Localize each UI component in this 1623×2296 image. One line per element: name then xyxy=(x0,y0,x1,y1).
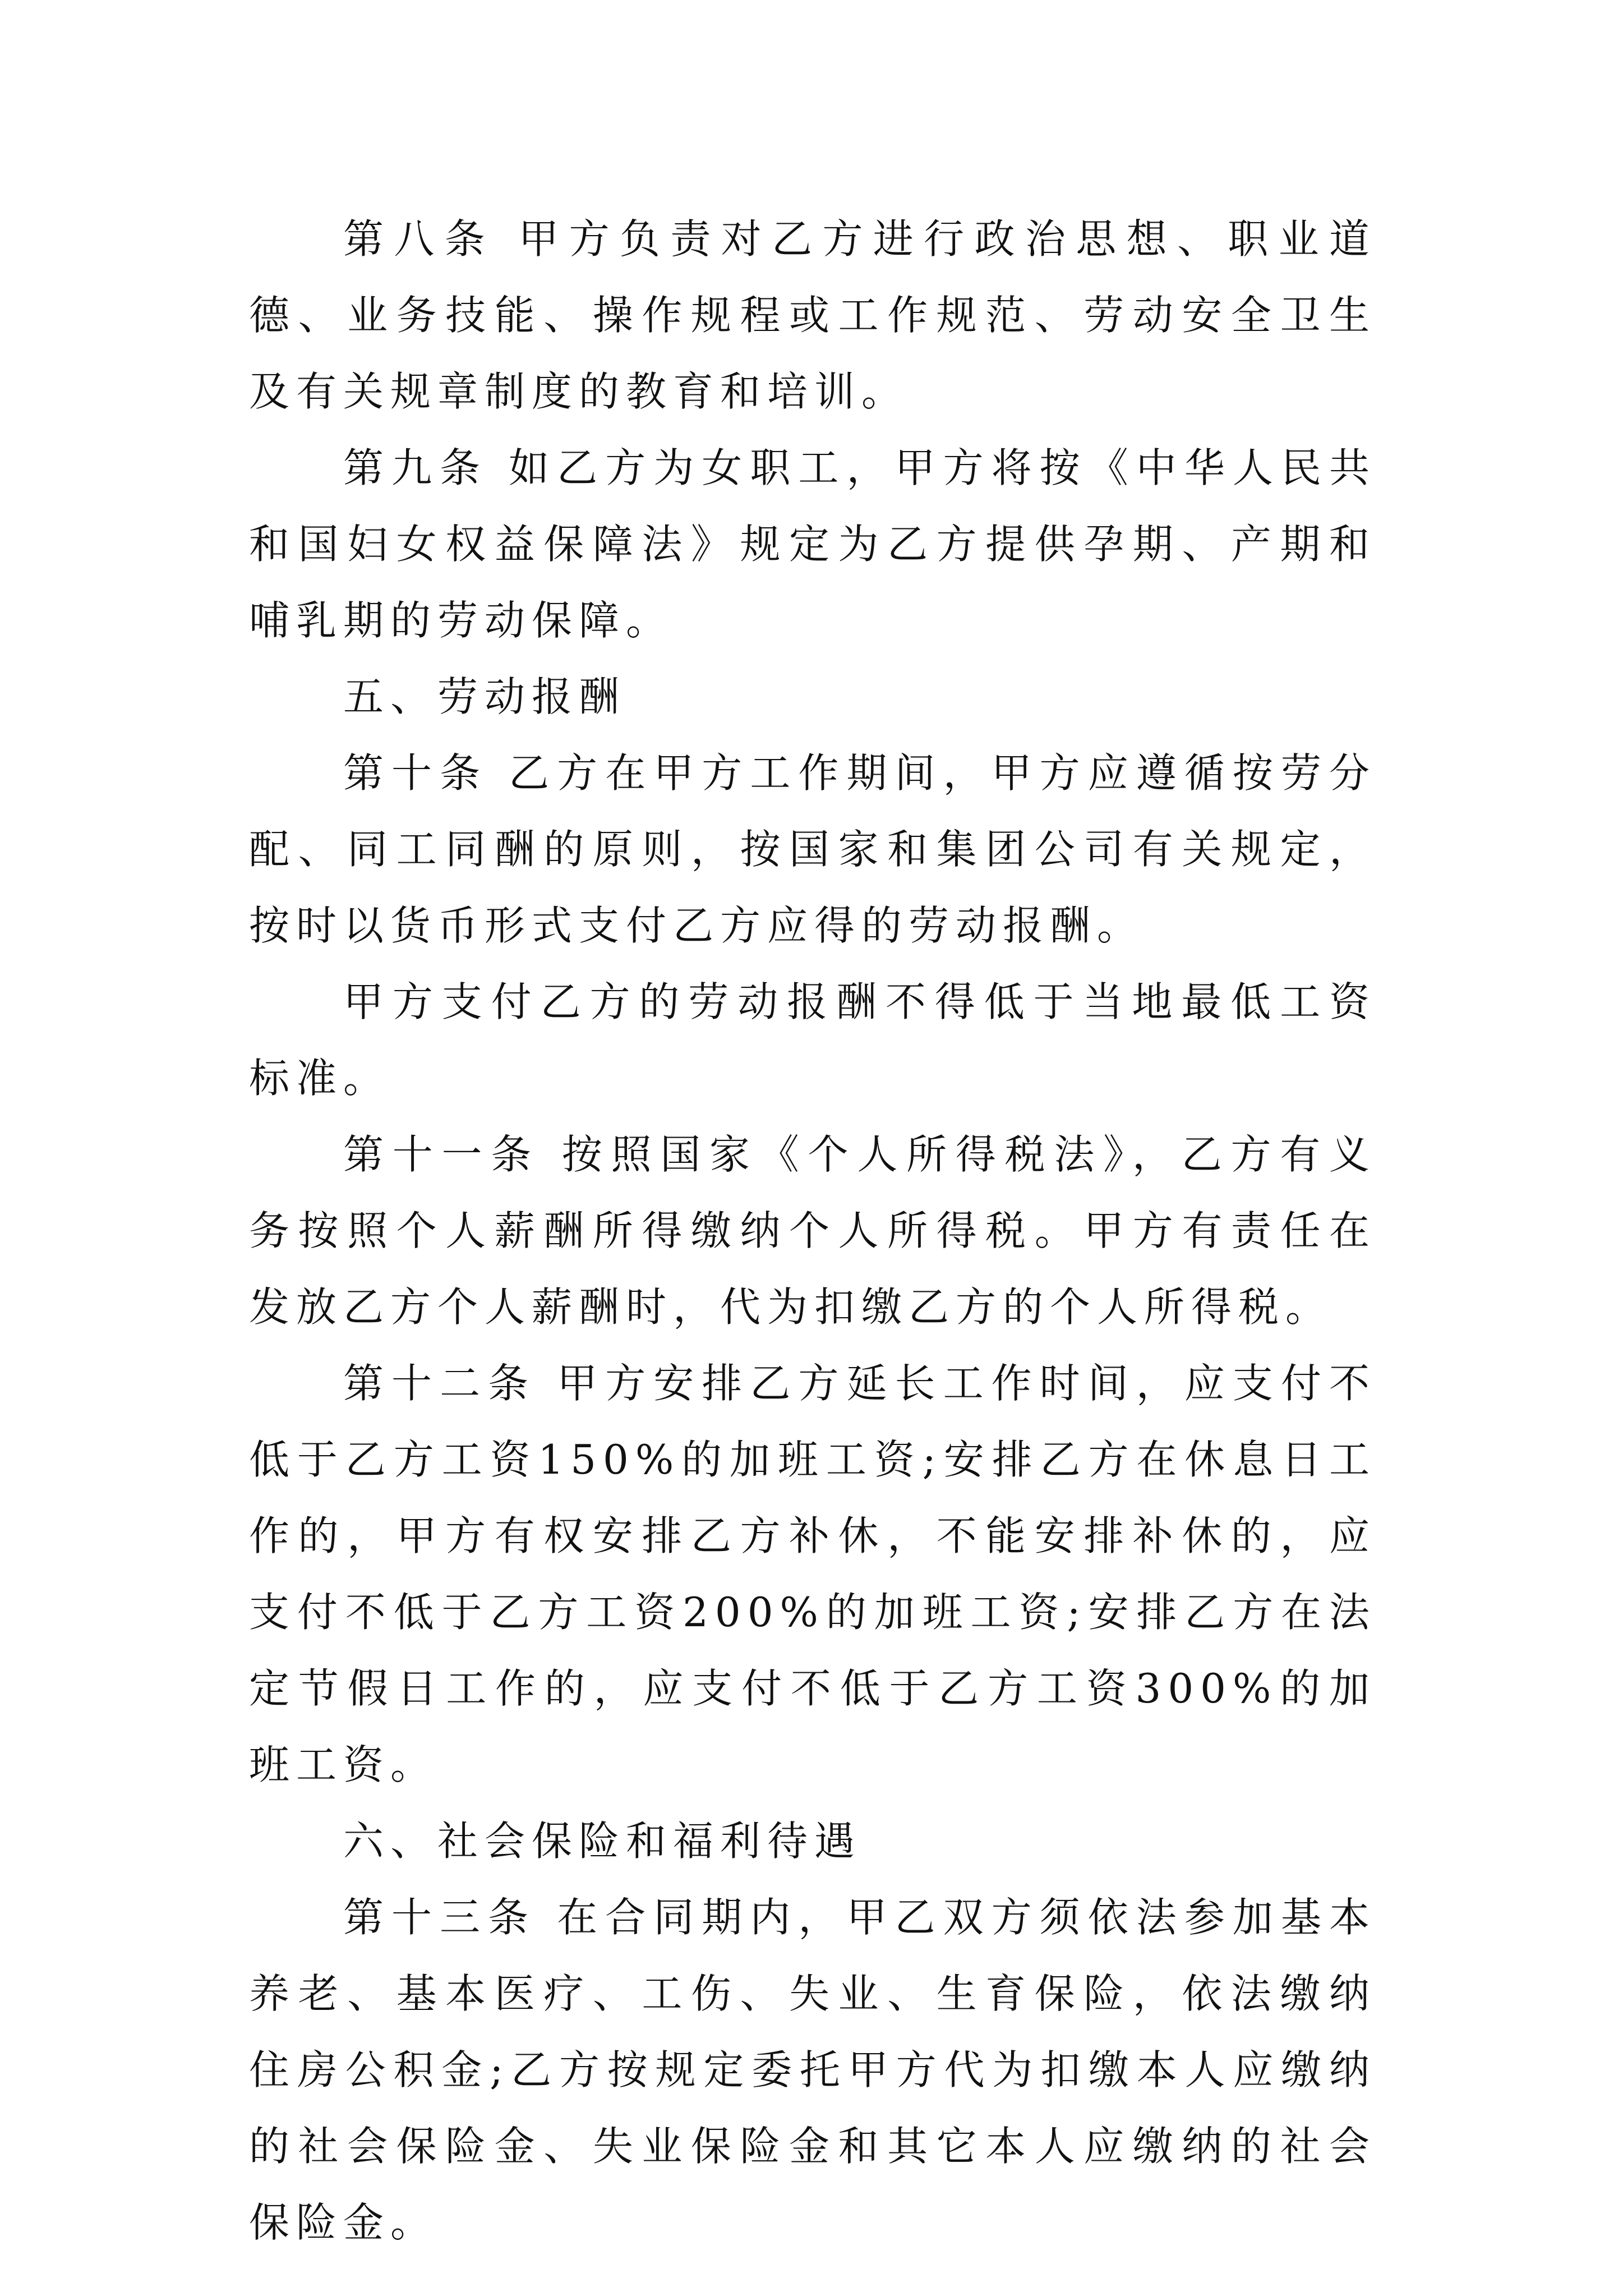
article-13-paragraph: 第十三条 在合同期内，甲乙双方须依法参加基本养老、基本医疗、工伤、失业、生育保险，依法缴纳住房公积金;乙方按规定委托甲方代为扣缴本人应缴纳的社会保险金、失业保险金和其它本人应缴纳的社会保险金。 xyxy=(249,1894,1376,2246)
minimum-wage-paragraph: 甲方支付乙方的劳动报酬不得低于当地最低工资标准。 xyxy=(249,978,1376,1102)
section-6-heading: 六、社会保险和福利待遇 xyxy=(343,1818,862,1865)
article-11-paragraph: 第十一条 按照国家《个人所得税法》，乙方有义务按照个人薪酬所得缴纳个人所得税。甲方有责任在发放乙方个人薪酬时，代为扣缴乙方的个人所得税。 xyxy=(249,1131,1376,1331)
article-9-paragraph: 第九条 如乙方为女职工，甲方将按《中华人民共和国妇女权益保障法》规定为乙方提供孕期、产期和哺乳期的劳动保障。 xyxy=(249,444,1376,644)
document-body xyxy=(249,201,1376,2261)
section-5-heading: 五、劳动报酬 xyxy=(343,673,626,720)
article-10-paragraph: 第十条 乙方在甲方工作期间，甲方应遵循按劳分配、同工同酬的原则，按国家和集团公司有关规定，按时以货币形式支付乙方应得的劳动报酬。 xyxy=(249,749,1376,949)
article-8-paragraph: 第八条 甲方负责对乙方进行政治思想、职业道德、业务技能、操作规程或工作规范、劳动安全卫生及有关规章制度的教育和培训。 xyxy=(249,215,1376,415)
article-12-paragraph: 第十二条 甲方安排乙方延长工作时间，应支付不低于乙方工资150%的加班工资;安排乙方在休息日工作的，甲方有权安排乙方补休，不能安排补休的，应支付不低于乙方工资200%的加班工资;安排乙方在法定节假日工作的，应支付不低于乙方工资300%的加班工资。 xyxy=(249,1360,1376,1788)
